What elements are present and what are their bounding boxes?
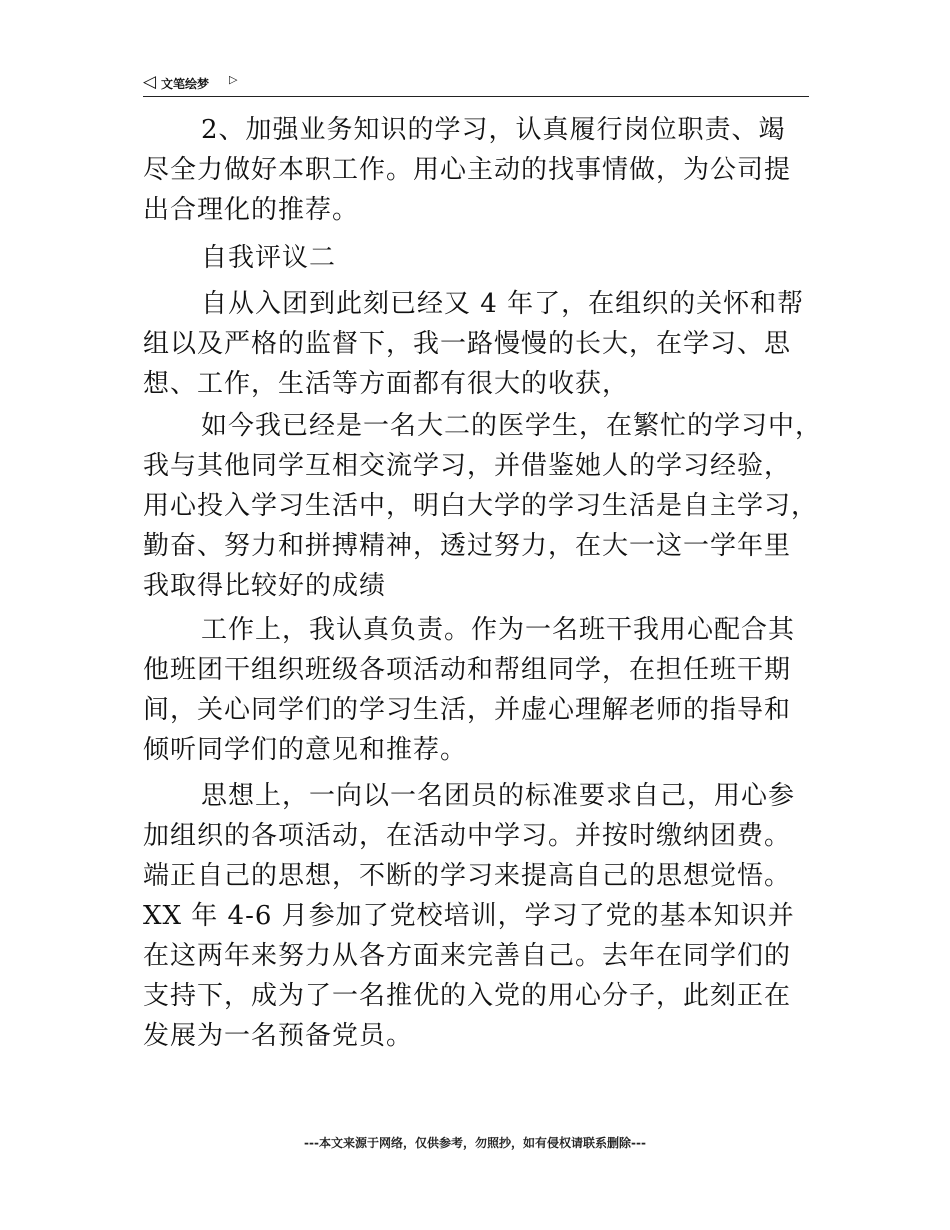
paragraph: 自从入团到此刻已经又 4 年了，在组织的关怀和帮 组以及严格的监督下，我一路慢慢的长大，在学习、思 想、工作，生活等方面都有很大的收获， bbox=[143, 289, 805, 399]
page-header bbox=[143, 70, 809, 97]
paragraph: 如今我已经是一名大二的医学生，在繁忙的学习中， 我与其他同学互相交流学习，并借鉴她人的学习经验， 用心投入学习生活中，明白大学的学习生活是自主学习， 勤奋、努力和拼搏精神，透过努力，在大一这一学年里 我取得比较好的成绩 bbox=[143, 411, 823, 601]
right-triangle-icon: ▷ bbox=[229, 73, 238, 86]
footer-disclaimer: ---本文来源于网络，仅供参考，勿照抄，如有侵权请联系删除--- bbox=[304, 1136, 646, 1150]
paragraph: 思想上，一向以一名团员的标准要求自己，用心参 加组织的各项活动，在活动中学习。并按时缴纳团费。 端正自己的思想，不断的学习来提高自己的思想觉悟。 XX 年 4-6 月参加了党校培训，学习了党的基本知识并 在这两年来努力从各方面来完善自己。去年在同学们的 支持下，成为了一名推优的入党的用心分子，此刻正在 发展为一名预备党员。 bbox=[143, 781, 796, 1051]
paragraph: 工作上，我认真负责。作为一名班干我用心配合其 他班团干组织班级各项活动和帮组同学，在担任班干期 间，关心同学们的学习生活，并虚心理解老师的指导和 倾听同学们的意见和推荐。 bbox=[143, 615, 796, 765]
paragraph: 2、加强业务知识的学习，认真履行岗位职责、竭 尽全力做好本职工作。用心主动的找事情做，为公司提 出合理化的推荐。 bbox=[143, 115, 792, 225]
left-triangle-icon: ◁ bbox=[143, 72, 157, 92]
header-title: 文笔绘梦 bbox=[161, 77, 210, 91]
section-heading: 自我评议二 bbox=[201, 243, 337, 273]
document-body bbox=[143, 110, 823, 1068]
